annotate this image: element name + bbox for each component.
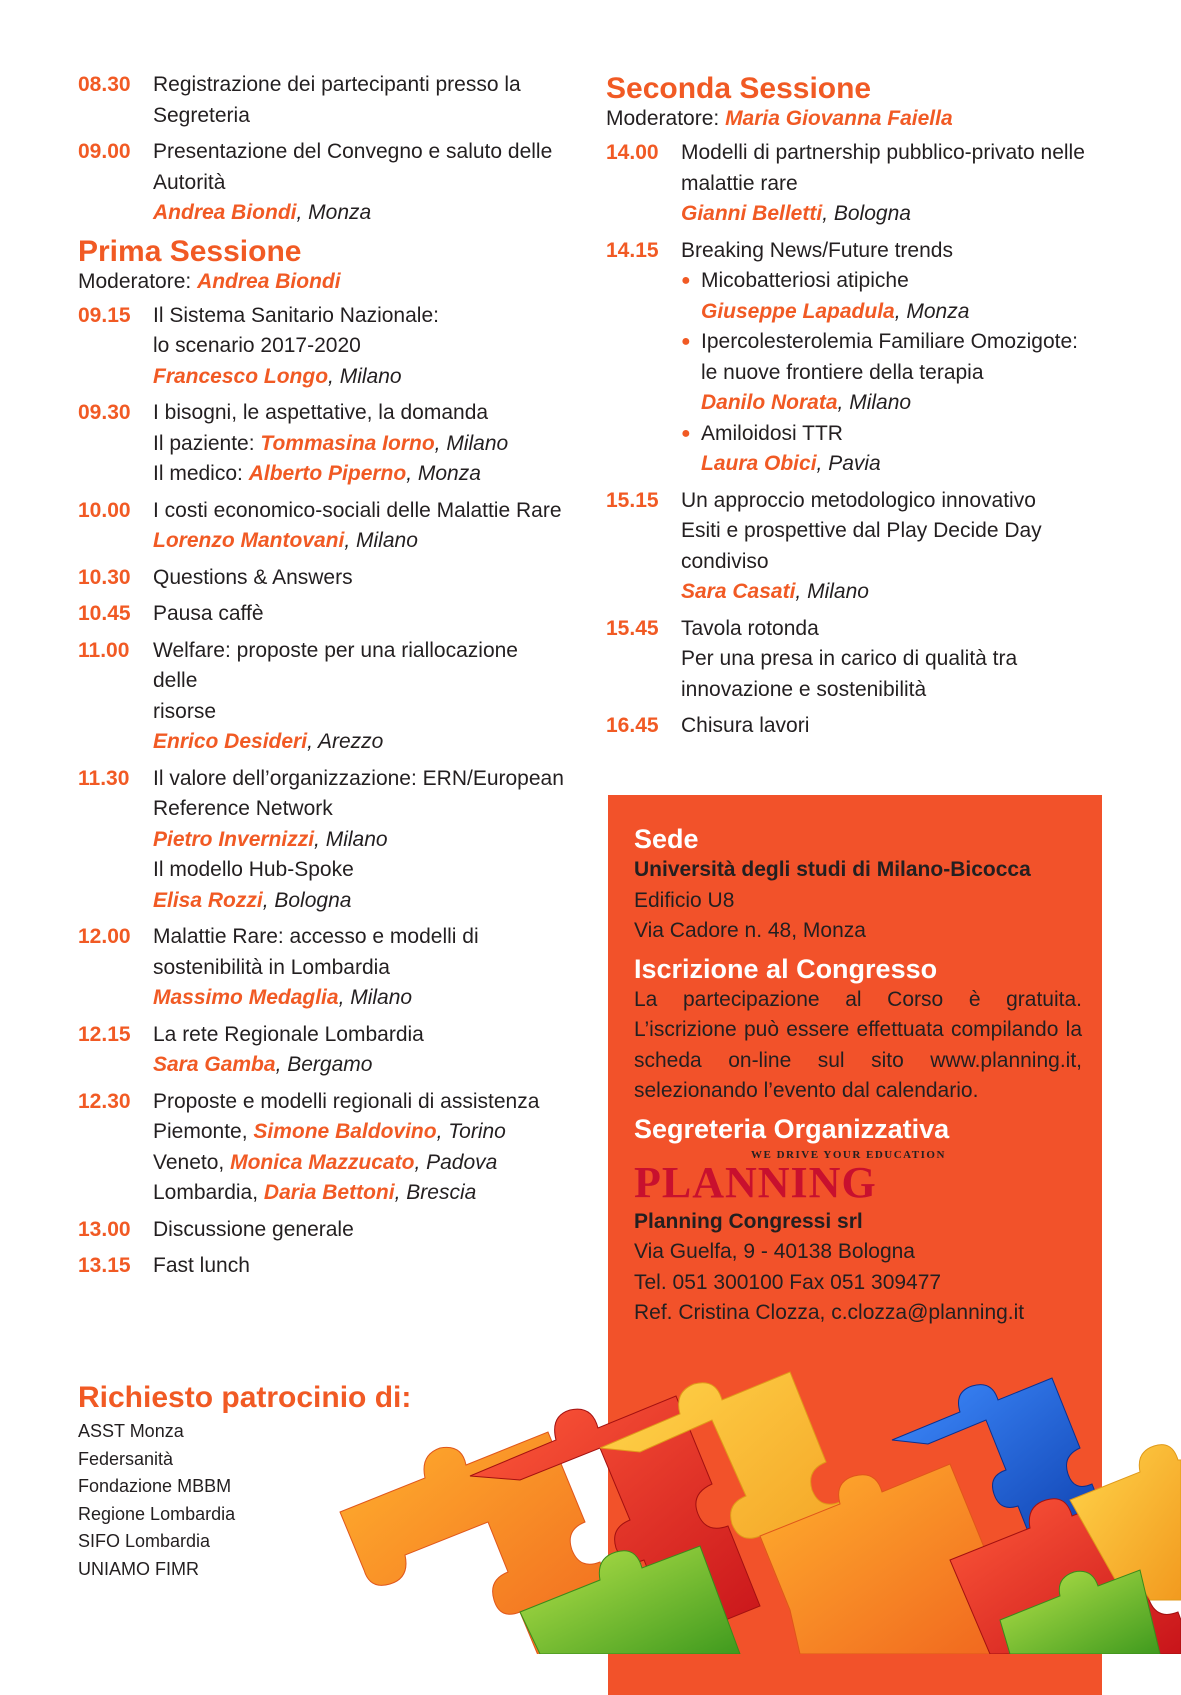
program-text: Per una presa in carico di qualità tra — [681, 647, 1018, 670]
patrocinio-item: UNIAMO FIMR — [78, 1558, 199, 1579]
program-text: Reference Network — [153, 797, 333, 820]
segreteria-title: Segreteria Organizzativa — [634, 1113, 950, 1144]
program-body — [153, 563, 568, 594]
program-item — [78, 301, 568, 393]
session-title: Prima Sessione — [78, 234, 302, 268]
program-line — [681, 199, 1096, 230]
program-item — [78, 599, 568, 630]
program-line — [681, 138, 1096, 169]
program-item — [78, 1251, 568, 1282]
program-item — [78, 137, 568, 229]
program-line — [153, 168, 568, 199]
program-left-column — [78, 70, 568, 1288]
program-time: 10.45 — [78, 602, 131, 625]
program-text: Pausa caffè — [153, 602, 264, 625]
program-time: 09.30 — [78, 401, 131, 424]
program-time: 11.00 — [78, 638, 130, 662]
program-body — [153, 137, 568, 229]
patrocinio-item: Regione Lombardia — [78, 1503, 236, 1524]
program-text: Il Sistema Sanitario Nazionale: — [153, 303, 439, 327]
program-line — [153, 1178, 568, 1209]
program-text: Il medico: — [153, 462, 249, 485]
program-item — [78, 922, 568, 1014]
moderator-label: Moderatore: — [78, 269, 198, 293]
program-body — [153, 398, 568, 490]
program-right-column — [606, 70, 1096, 748]
program-text: Ipercolesterolemia Familiare Omozigote: — [701, 330, 1078, 353]
speaker-name: Monica Mazzucato — [230, 1150, 415, 1174]
program-line — [153, 496, 568, 527]
program-line — [701, 419, 1096, 450]
company-contact: Ref. Cristina Clozza, c.clozza@planning.it — [634, 1301, 1025, 1324]
program-time: 14.15 — [606, 238, 659, 262]
bullet-item — [681, 419, 1096, 480]
speaker-city: , Milano — [795, 580, 869, 603]
program-item — [78, 1215, 568, 1246]
speaker-name: Danilo Norata — [701, 391, 838, 414]
speaker-name: Pietro Invernizzi — [153, 827, 315, 851]
program-item — [606, 486, 1096, 608]
program-line — [681, 614, 1096, 645]
program-text: malattie rare — [681, 171, 798, 195]
program-line — [681, 644, 1096, 675]
program-line — [153, 563, 568, 594]
speaker-city: , Bergamo — [275, 1053, 373, 1076]
program-time: 09.00 — [78, 140, 131, 163]
speaker-city: , Monza — [296, 201, 372, 224]
program-line — [153, 1148, 568, 1179]
program-text: Chisura lavori — [681, 714, 810, 737]
program-item — [78, 70, 568, 131]
speaker-name: Laura Obici — [701, 452, 817, 475]
bullet-text — [701, 327, 1096, 419]
program-body — [153, 496, 568, 557]
speaker-name: Francesco Longo — [153, 364, 329, 388]
speaker-name: Simone Baldovino — [253, 1120, 437, 1143]
iscrizione-text: La partecipazione al Corso è gratuita. L’iscrizione può essere effettuata compilando la scheda on-line sul sito www.planning.it, selezionando l’evento dal calendario. — [634, 987, 1082, 1102]
program-line — [681, 675, 1096, 706]
program-line — [153, 886, 568, 917]
program-item — [606, 614, 1096, 706]
moderator-line — [606, 106, 1096, 132]
program-line — [153, 459, 568, 490]
moderator-name: Maria Giovanna Faiella — [725, 107, 953, 130]
program-item — [78, 1087, 568, 1209]
program-line — [681, 169, 1096, 200]
logo-tagline: WE DRIVE YOUR EDUCATION — [751, 1148, 946, 1161]
moderator-label: Moderatore: — [606, 107, 726, 130]
program-line — [153, 953, 568, 984]
program-line — [153, 1251, 568, 1282]
speaker-name: Andrea Biondi — [153, 201, 297, 224]
program-item — [78, 1020, 568, 1081]
program-text: Questions & Answers — [153, 565, 353, 589]
program-line — [681, 547, 1096, 578]
program-body — [681, 614, 1096, 706]
program-body — [153, 636, 568, 758]
program-item — [78, 563, 568, 594]
program-item — [606, 236, 1096, 480]
program-line — [153, 983, 568, 1014]
speaker-city: , Bologna — [822, 202, 911, 225]
program-text: Presentazione del Convegno e saluto delle — [153, 140, 553, 163]
bullet-text — [701, 419, 1096, 480]
patrocinio-section — [78, 1380, 438, 1583]
patrocinio-item: Federsanità — [78, 1448, 174, 1469]
program-item — [606, 138, 1096, 230]
program-time: 12.30 — [78, 1089, 131, 1113]
program-line — [701, 388, 1096, 419]
program-line — [153, 1050, 568, 1081]
program-item — [78, 398, 568, 490]
sede-title: Sede — [634, 824, 699, 854]
program-line — [153, 794, 568, 825]
program-line — [153, 599, 568, 630]
program-text: Modelli di partnership pubblico-privato nelle — [681, 141, 1085, 164]
program-line — [153, 362, 568, 393]
speaker-city: , Arezzo — [307, 730, 384, 753]
program-text: Veneto, — [153, 1150, 231, 1174]
company-address: Via Guelfa, 9 - 40138 Bologna — [634, 1240, 915, 1263]
program-time: 08.30 — [78, 73, 131, 96]
program-line — [153, 1087, 568, 1118]
program-line — [681, 516, 1096, 547]
speaker-city: , Milano — [837, 391, 912, 414]
speaker-city: , Brescia — [394, 1181, 477, 1204]
program-line — [153, 526, 568, 557]
program-text: Amiloidosi TTR — [701, 421, 843, 445]
program-line — [153, 137, 568, 168]
speaker-city: , Milano — [338, 986, 413, 1009]
program-line — [153, 764, 568, 795]
program-text: Malattie Rare: accesso e modelli di — [153, 925, 479, 948]
iscrizione-title: Iscrizione al Congresso — [634, 953, 938, 984]
speaker-name: Enrico Desideri — [153, 730, 308, 753]
program-line — [701, 266, 1096, 297]
patrocinio-item: ASST Monza — [78, 1421, 184, 1441]
program-body — [153, 70, 568, 131]
program-item — [606, 711, 1096, 742]
program-line — [681, 577, 1096, 608]
speaker-name: Daria Bettoni — [263, 1181, 395, 1204]
program-line — [153, 1117, 568, 1148]
bullet-item — [681, 327, 1096, 419]
speaker-city: , Monza — [406, 462, 481, 485]
program-body — [153, 764, 568, 917]
sede-address: Via Cadore n. 48, Monza — [634, 919, 866, 942]
program-item — [78, 764, 568, 917]
speaker-name: Sara Gamba — [153, 1053, 276, 1076]
program-line — [701, 449, 1096, 480]
speaker-name: Sara Casati — [681, 580, 796, 603]
program-line — [153, 198, 568, 229]
program-line — [153, 331, 568, 362]
patrocinio-item: Fondazione MBBM — [78, 1476, 232, 1496]
program-text: Il valore dell’organizzazione: ERN/European — [153, 766, 564, 790]
speaker-city: , Bologna — [262, 888, 352, 912]
program-line — [153, 697, 568, 728]
speaker-city: , Milano — [434, 431, 509, 455]
sede-name: Università degli studi di Milano-Bicocca — [634, 858, 1031, 881]
program-text: Welfare: proposte per una riallocazione delle — [153, 638, 518, 692]
program-line — [681, 711, 1096, 742]
speaker-name: Gianni Belletti — [681, 202, 823, 225]
program-line — [153, 429, 568, 460]
program-line — [153, 636, 568, 697]
speaker-city: , Pavia — [816, 452, 881, 475]
program-text: Registrazione dei partecipanti presso la — [153, 73, 521, 96]
speaker-city: , Milano — [314, 827, 388, 851]
program-text: La rete Regionale Lombardia — [153, 1022, 424, 1046]
program-text: I bisogni, le aspettative, la domanda — [153, 401, 489, 424]
company-phone: Tel. 051 300100 Fax 051 309477 — [634, 1270, 942, 1294]
speaker-city: , Milano — [328, 364, 402, 388]
program-body — [153, 599, 568, 630]
program-body — [681, 138, 1096, 230]
program-text: Fast lunch — [153, 1254, 250, 1277]
bullet-text — [701, 266, 1096, 327]
program-body — [153, 301, 568, 393]
program-body — [681, 486, 1096, 608]
program-line — [681, 486, 1096, 517]
program-text: Segreteria — [153, 103, 250, 127]
speaker-name: Massimo Medaglia — [153, 986, 339, 1009]
program-text: lo scenario 2017-2020 — [153, 334, 361, 357]
patrocinio-list — [78, 1418, 438, 1583]
bullet-dot-icon: ● — [681, 424, 691, 442]
patrocinio-title: Richiesto patrocinio di: — [78, 1381, 412, 1414]
program-time: 13.00 — [78, 1217, 131, 1241]
program-body — [153, 922, 568, 1014]
sede-building: Edificio U8 — [634, 888, 735, 912]
speaker-name: Alberto Piperno — [248, 462, 407, 485]
program-body — [681, 711, 1096, 742]
program-text: Proposte e modelli regionali di assistenza — [153, 1089, 540, 1113]
program-time: 14.00 — [606, 141, 659, 164]
program-text: Micobatteriosi atipiche — [701, 269, 909, 292]
program-time: 15.45 — [606, 616, 659, 640]
speaker-name: Lorenzo Mantovani — [153, 529, 345, 552]
bullet-dot-icon: ● — [681, 272, 691, 289]
program-body — [153, 1251, 568, 1282]
program-line — [701, 297, 1096, 328]
program-text: condiviso — [681, 549, 769, 573]
speaker-name: Tommasina Iorno — [260, 431, 435, 455]
program-time: 11.30 — [78, 766, 130, 790]
program-time: 10.00 — [78, 498, 131, 522]
speaker-name: Elisa Rozzi — [153, 888, 263, 912]
session-title: Seconda Sessione — [606, 72, 872, 105]
logo-wordmark: PLANNING — [634, 1157, 877, 1207]
program-item — [78, 496, 568, 557]
moderator-name: Andrea Biondi — [197, 269, 341, 293]
program-line — [153, 1020, 568, 1051]
program-time: 13.15 — [78, 1254, 131, 1277]
speaker-name: Giuseppe Lapadula — [701, 299, 895, 323]
program-text: Il paziente: — [153, 431, 261, 455]
program-line — [153, 1215, 568, 1246]
speaker-city: , Torino — [436, 1120, 506, 1143]
program-text: Esiti e prospettive dal Play Decide Day — [681, 519, 1042, 542]
program-line — [153, 922, 568, 953]
program-text: I costi economico-sociali delle Malattie Rare — [153, 498, 562, 522]
program-body — [681, 236, 1096, 480]
program-line — [153, 70, 568, 101]
program-text: innovazione e sostenibilità — [681, 677, 927, 701]
program-text: Breaking News/Future trends — [681, 238, 953, 262]
program-time: 15.15 — [606, 488, 659, 512]
bullet-item — [681, 266, 1096, 327]
program-body — [153, 1215, 568, 1246]
speaker-city: , Padova — [414, 1150, 498, 1174]
program-line — [701, 358, 1096, 389]
moderator-line — [78, 269, 568, 295]
program-text: Discussione generale — [153, 1217, 354, 1241]
program-line — [153, 301, 568, 332]
program-text: le nuove frontiere della terapia — [701, 360, 984, 384]
patrocinio-item: SIFO Lombardia — [78, 1531, 211, 1551]
speaker-city: , Monza — [894, 299, 970, 323]
program-body — [153, 1020, 568, 1081]
program-line — [153, 101, 568, 132]
program-text: sostenibilità in Lombardia — [153, 955, 390, 979]
program-time: 10.30 — [78, 565, 131, 589]
company-name: Planning Congressi srl — [634, 1209, 863, 1233]
speaker-city: , Milano — [344, 529, 418, 552]
program-text: risorse — [153, 699, 217, 723]
program-text: Tavola rotonda — [681, 616, 819, 640]
program-line — [153, 398, 568, 429]
bullet-dot-icon: ● — [681, 333, 691, 350]
program-time: 09.15 — [78, 303, 131, 327]
program-line — [153, 855, 568, 886]
program-item — [78, 636, 568, 758]
program-body — [153, 1087, 568, 1209]
program-line — [701, 327, 1096, 358]
program-text: Autorità — [153, 170, 226, 194]
program-text: Un approccio metodologico innovativo — [681, 488, 1036, 512]
program-line — [681, 236, 1096, 267]
program-text: Il modello Hub-Spoke — [153, 858, 354, 881]
program-line — [153, 825, 568, 856]
program-time: 16.45 — [606, 714, 659, 737]
program-line — [153, 727, 568, 758]
program-time: 12.00 — [78, 925, 131, 948]
program-text: Piemonte, — [153, 1120, 254, 1143]
program-time: 12.15 — [78, 1022, 131, 1046]
program-text: Lombardia, — [153, 1181, 264, 1204]
